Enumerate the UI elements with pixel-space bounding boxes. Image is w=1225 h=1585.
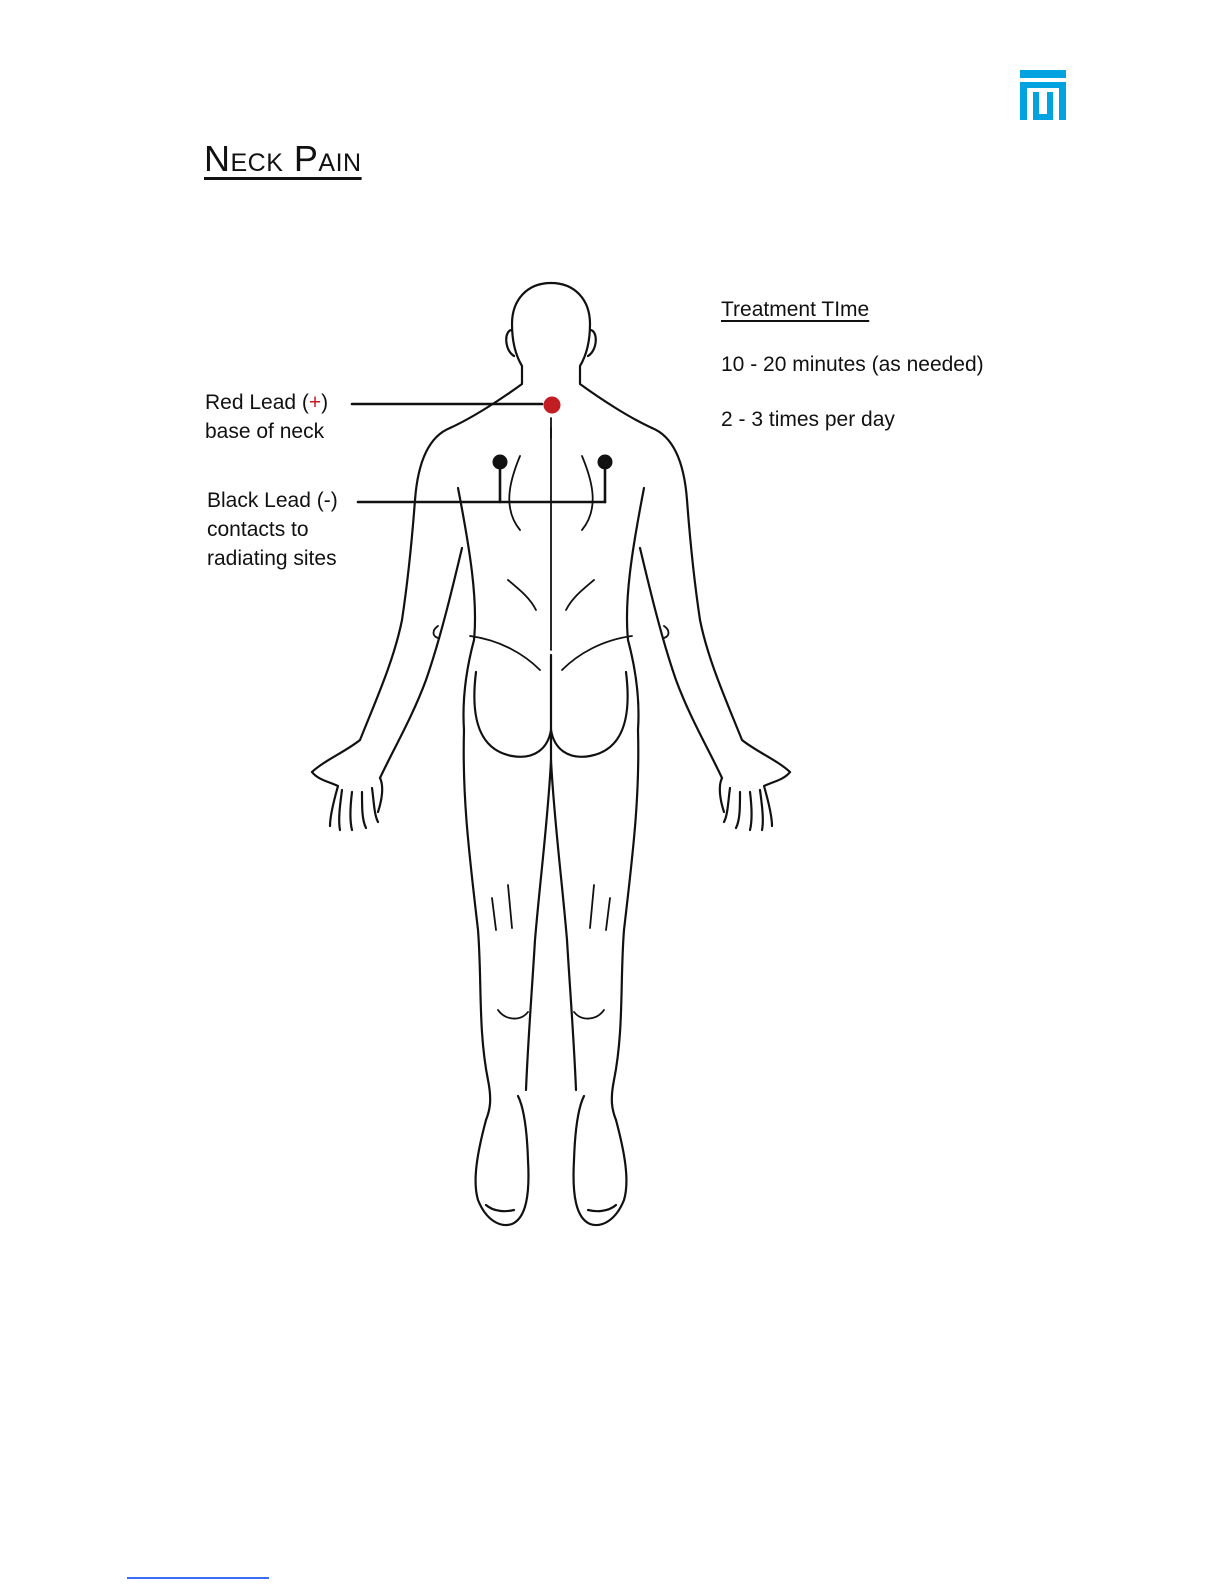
black-lead-description-2: radiating sites: [207, 547, 337, 570]
black-lead-marker: [358, 455, 613, 503]
red-lead-title: Red Lead (+): [205, 391, 329, 414]
treatment-frequency: 2 - 3 times per day: [721, 408, 895, 431]
treatment-info: [721, 298, 984, 463]
page-title: Neck Pain: [204, 138, 362, 179]
red-lead-dot: [544, 397, 561, 414]
black-lead-title: Black Lead (-): [207, 489, 338, 512]
black-lead-description-1: contacts to: [207, 518, 309, 541]
red-lead-marker: [352, 397, 561, 414]
black-lead-dot-left: [493, 455, 508, 470]
treatment-duration: 10 - 20 minutes (as needed): [721, 353, 984, 376]
red-lead-label: [205, 388, 328, 446]
positive-sign: +: [308, 391, 322, 414]
footer-rule: [127, 1577, 269, 1579]
black-lead-label: [207, 486, 338, 573]
red-lead-description: base of neck: [205, 420, 325, 443]
black-lead-dot-right: [598, 455, 613, 470]
treatment-heading: Treatment TIme: [721, 298, 870, 321]
